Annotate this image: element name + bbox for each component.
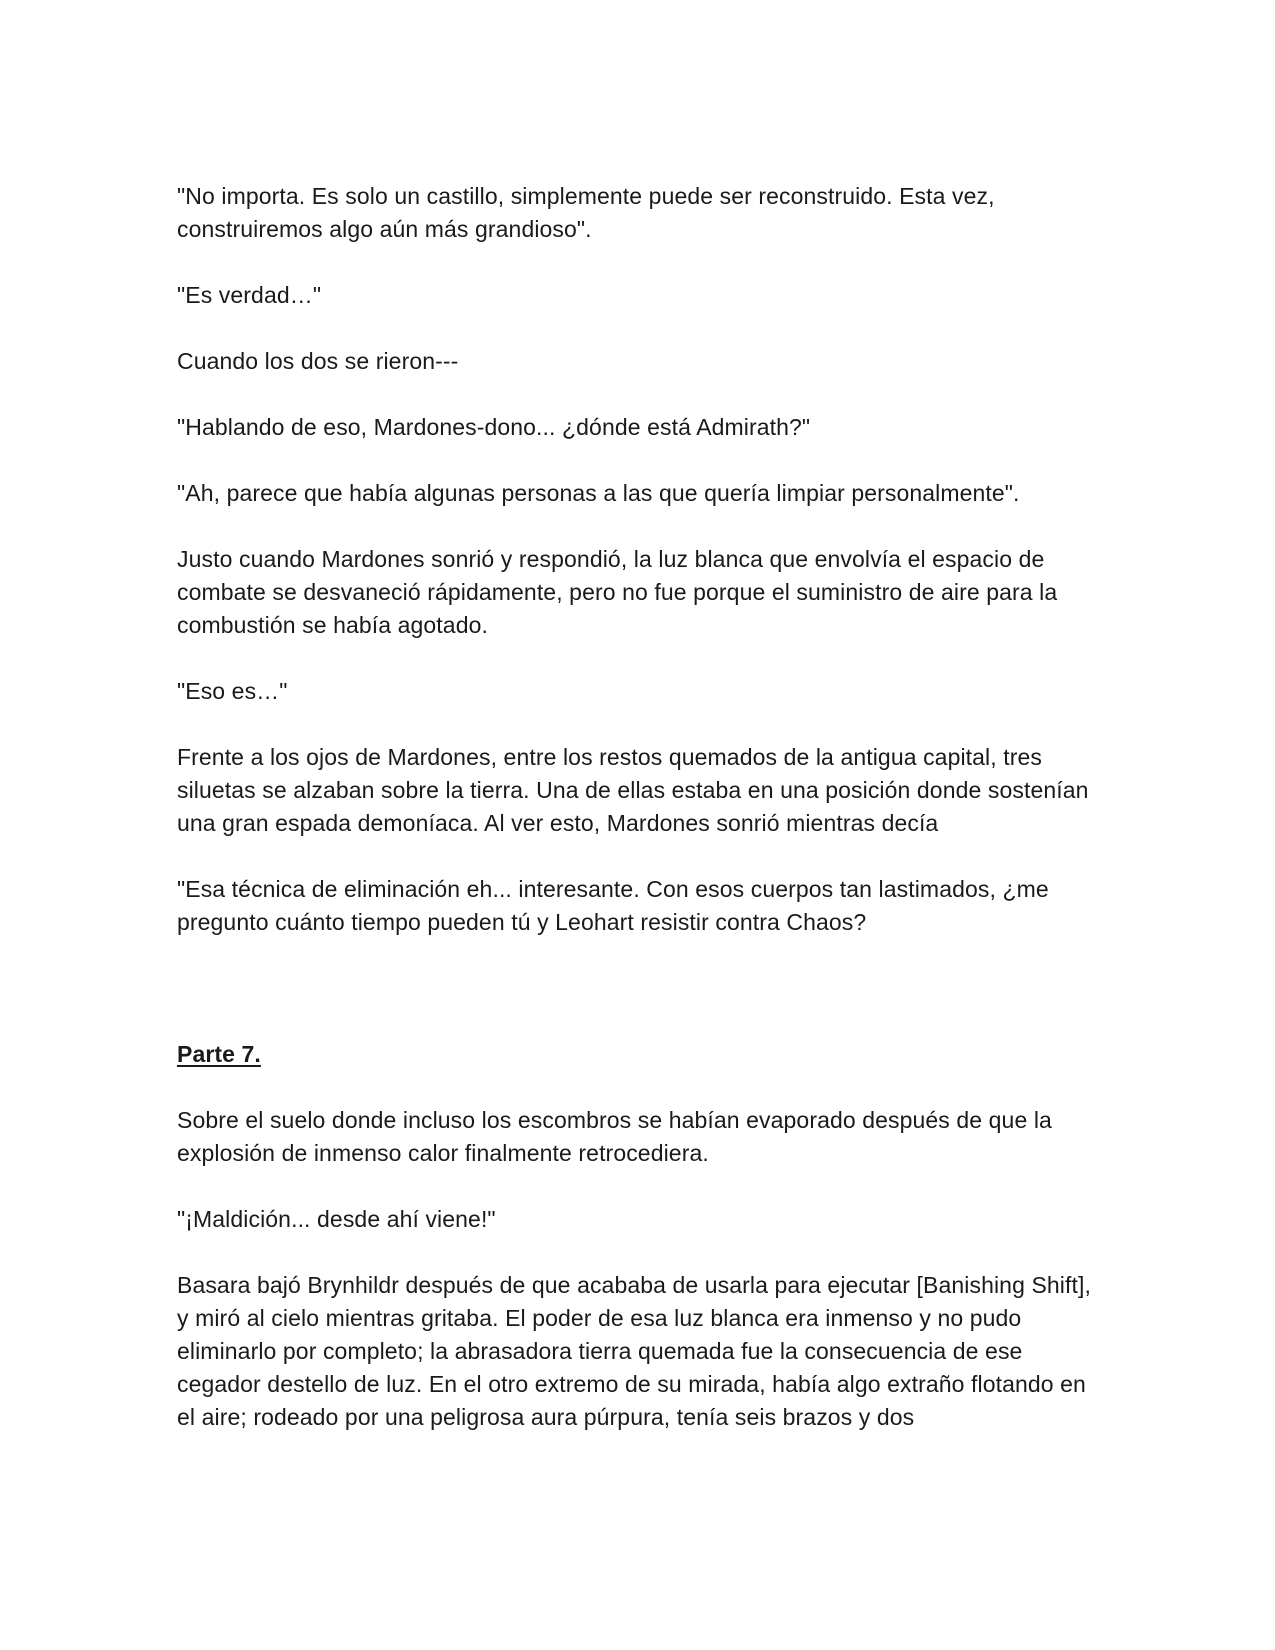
paragraph: Justo cuando Mardones sonrió y respondió, la luz blanca que envolvía el espacio de combate se desvaneció rápidamente, pero no fue porque el suministro de aire para la combustión se había agotado.: [177, 546, 1058, 638]
paragraph: Frente a los ojos de Mardones, entre los restos quemados de la antigua capital, tres siluetas se alzaban sobre la tierra. Una de ellas estaba en una posición donde sostenían una gran espada demoníaca. Al ver esto, Mardones sonrió mientras decía: [177, 744, 1089, 836]
paragraph: "Es verdad…": [177, 282, 322, 308]
section-heading: Parte 7.: [177, 1041, 261, 1067]
section-spacer: [177, 972, 1107, 1038]
paragraph: "Hablando de eso, Mardones-dono... ¿dónde está Admirath?": [177, 414, 811, 440]
paragraph: "Esa técnica de eliminación eh... interesante. Con esos cuerpos tan lastimados, ¿me pregunto cuánto tiempo pueden tú y Leohart resistir contra Chaos?: [177, 876, 1049, 935]
paragraph: Cuando los dos se rieron---: [177, 348, 459, 374]
paragraph: "No importa. Es solo un castillo, simplemente puede ser reconstruido. Esta vez, construiremos algo aún más grandioso".: [177, 183, 995, 242]
document-body: [177, 180, 1107, 1434]
paragraph: "Ah, parece que había algunas personas a las que quería limpiar personalmente".: [177, 480, 1020, 506]
paragraph: Basara bajó Brynhildr después de que acababa de usarla para ejecutar [Banishing Shift], y miró al cielo mientras gritaba. El poder de esa luz blanca era inmenso y no pudo eliminarlo por completo; la abrasadora tierra quemada fue la consecuencia de ese cegador destello de luz. En el otro extremo de su mirada, había algo extraño flotando en el aire; rodeado por una peligrosa aura púrpura, tenía seis brazos y dos: [177, 1272, 1091, 1430]
paragraph: "¡Maldición... desde ahí viene!": [177, 1206, 496, 1232]
paragraph: "Eso es…": [177, 678, 288, 704]
paragraph: Sobre el suelo donde incluso los escombros se habían evaporado después de que la explosión de inmenso calor finalmente retrocediera.: [177, 1107, 1052, 1166]
